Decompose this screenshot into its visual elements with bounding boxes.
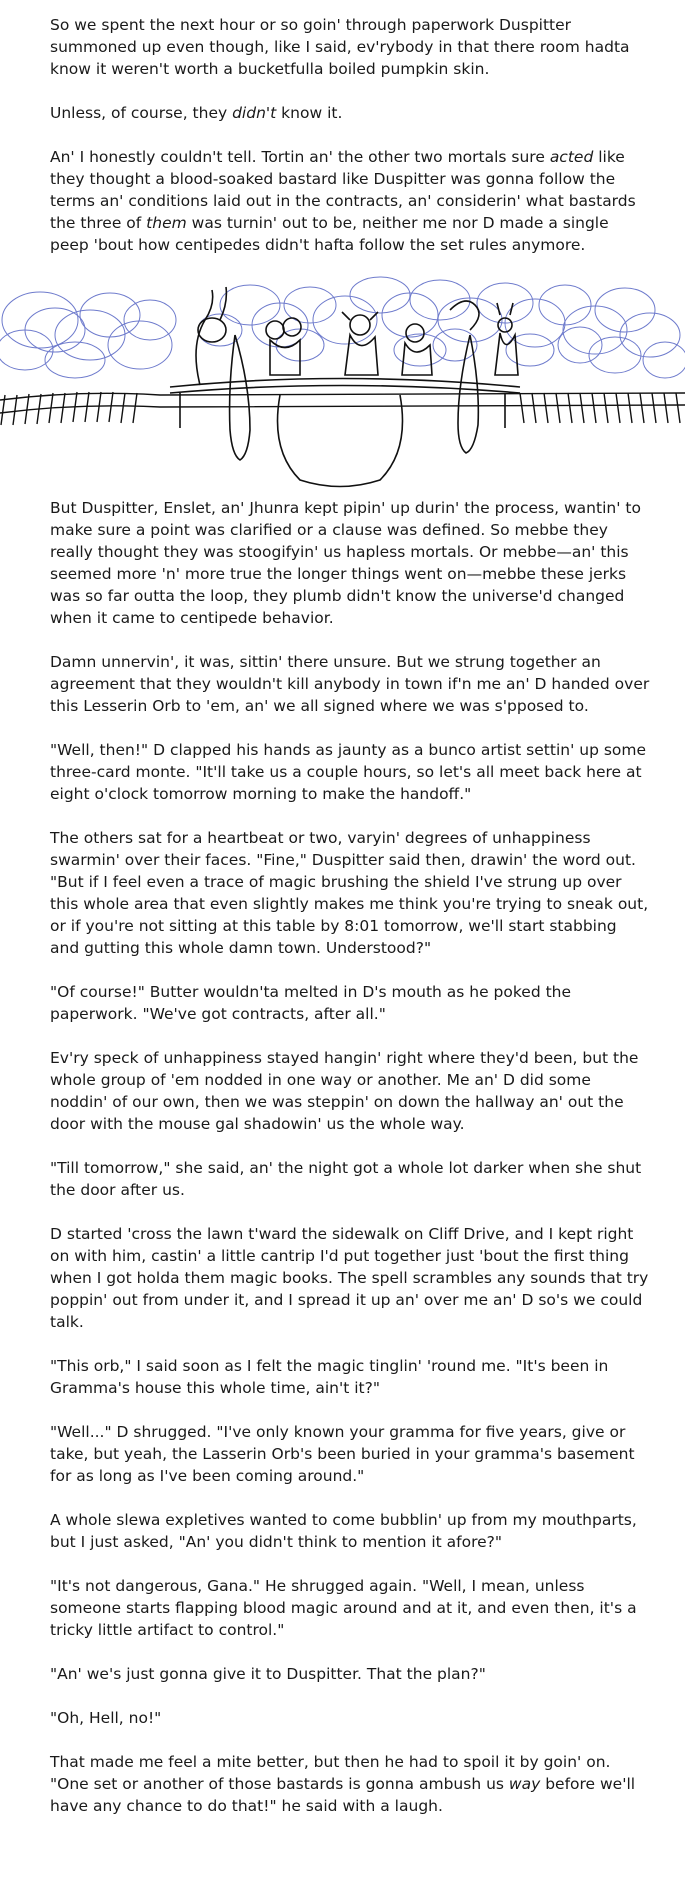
paragraph: Ev'ry speck of unhappiness stayed hangin' right where they'd been, but the whole group of 'em nodded in one way or another. Me an' D did some noddin' of our own, then we was steppin' on down the hallway an' out the door with the mouse gal shadowin' us the whole way.	[50, 1049, 639, 1133]
paragraph: "An' we's just gonna give it to Duspitter. That the plan?"	[50, 1665, 486, 1683]
paragraph: The others sat for a heartbeat or two, varyin' degrees of unhappiness swarmin' over their faces. "Fine," Duspitter said then, drawin' the word out. "But if I feel even a trace of magic brushing the shield I've strung up over this whole area that even slightly makes me think you're trying to sneak out, or if you're not sitting at this table by 8:01 tomorrow, we'll start stabbing and gutting this whole damn town. Understood?"	[50, 829, 649, 957]
paragraph: "Well..." D shrugged. "I've only known your gramma for five years, give or take, but yeah, the Lasserin Orb's been buried in your gramma's basement for as long as I've been coming around."	[50, 1423, 635, 1485]
paragraph: "This orb," I said soon as I felt the magic tinglin' 'round me. "It's been in Gramma's house this whole time, ain't it?"	[50, 1357, 609, 1397]
paragraph: "Of course!" Butter wouldn'ta melted in D's mouth as he poked the paperwork. "We've got contracts, after all."	[50, 983, 572, 1023]
text-block-bottom	[50, 497, 650, 1839]
characters	[196, 287, 518, 460]
paragraph: Damn unnervin', it was, sittin' there unsure. But we strung together an agreement that they wouldn't kill anybody in town if'n me an' D handed over this Lesserin Orb to 'em, an' we all signed where we was s'pposed to.	[50, 653, 650, 715]
illustration-svg	[0, 275, 685, 500]
paragraph: "It's not dangerous, Gana." He shrugged again. "Well, I mean, unless someone starts flapping blood magic around and at it, and even then, it's a tricky little artifact to control."	[50, 1577, 637, 1639]
paragraph: So we spent the next hour or so goin' through paperwork Duspitter summoned up even though, like I said, ev'rybody in that there room hadta know it weren't worth a bucketfulla boiled pumpkin skin.	[50, 16, 630, 78]
paragraph: An' I honestly couldn't tell. Tortin an' the other two mortals sure acted like they thought a blood-soaked bastard like Duspitter was gonna follow the terms an' conditions laid out in the contracts, an' considerin' what bastards the three of them was turnin' out to be, neither me nor D made a single peep 'bout how centipedes didn't hafta follow the set rules anymore.	[50, 148, 636, 254]
paragraph: Unless, of course, they didn't know it.	[50, 104, 343, 122]
paragraph: But Duspitter, Enslet, an' Jhunra kept pipin' up durin' the process, wantin' to make sure a point was clarified or a clause was defined. So mebbe they really thought they was stoogifyin' us hapless mortals. Or mebbe—an' this seemed more 'n' more true the longer things went on—mebbe these jerks was so far outta the loop, they plumb didn't know the universe'd changed when it came to centipede behavior.	[50, 499, 641, 627]
paragraph: D started 'cross the lawn t'ward the sidewalk on Cliff Drive, and I kept right on with him, castin' a little cantrip I'd put together just 'bout the first thing when I got holda them magic books. The spell scrambles any sounds that try poppin' out from under it, and I spread it up an' over me an' D so's we could talk.	[50, 1225, 649, 1331]
magic-shield-scribbles	[0, 277, 685, 378]
paragraph: A whole slewa expletives wanted to come bubblin' up from my mouthparts, but I just asked, "An' you didn't think to mention it afore?"	[50, 1511, 637, 1551]
text-block-top	[50, 14, 650, 278]
story-illustration	[0, 275, 685, 500]
paragraph: "Till tomorrow," she said, an' the night got a whole lot darker when she shut the door after us.	[50, 1159, 642, 1199]
paragraph: That made me feel a mite better, but then he had to spoil it by goin' on. "One set or another of those bastards is gonna ambush us way before we'll have any chance to do that!" he said with a laugh.	[50, 1753, 636, 1815]
centipede-row	[0, 392, 685, 425]
paragraph: "Oh, Hell, no!"	[50, 1709, 162, 1727]
paragraph: "Well, then!" D clapped his hands as jaunty as a bunco artist settin' up some three-card monte. "It'll take us a couple hours, so let's all meet back here at eight o'clock tomorrow morning to make the handoff."	[50, 741, 647, 803]
